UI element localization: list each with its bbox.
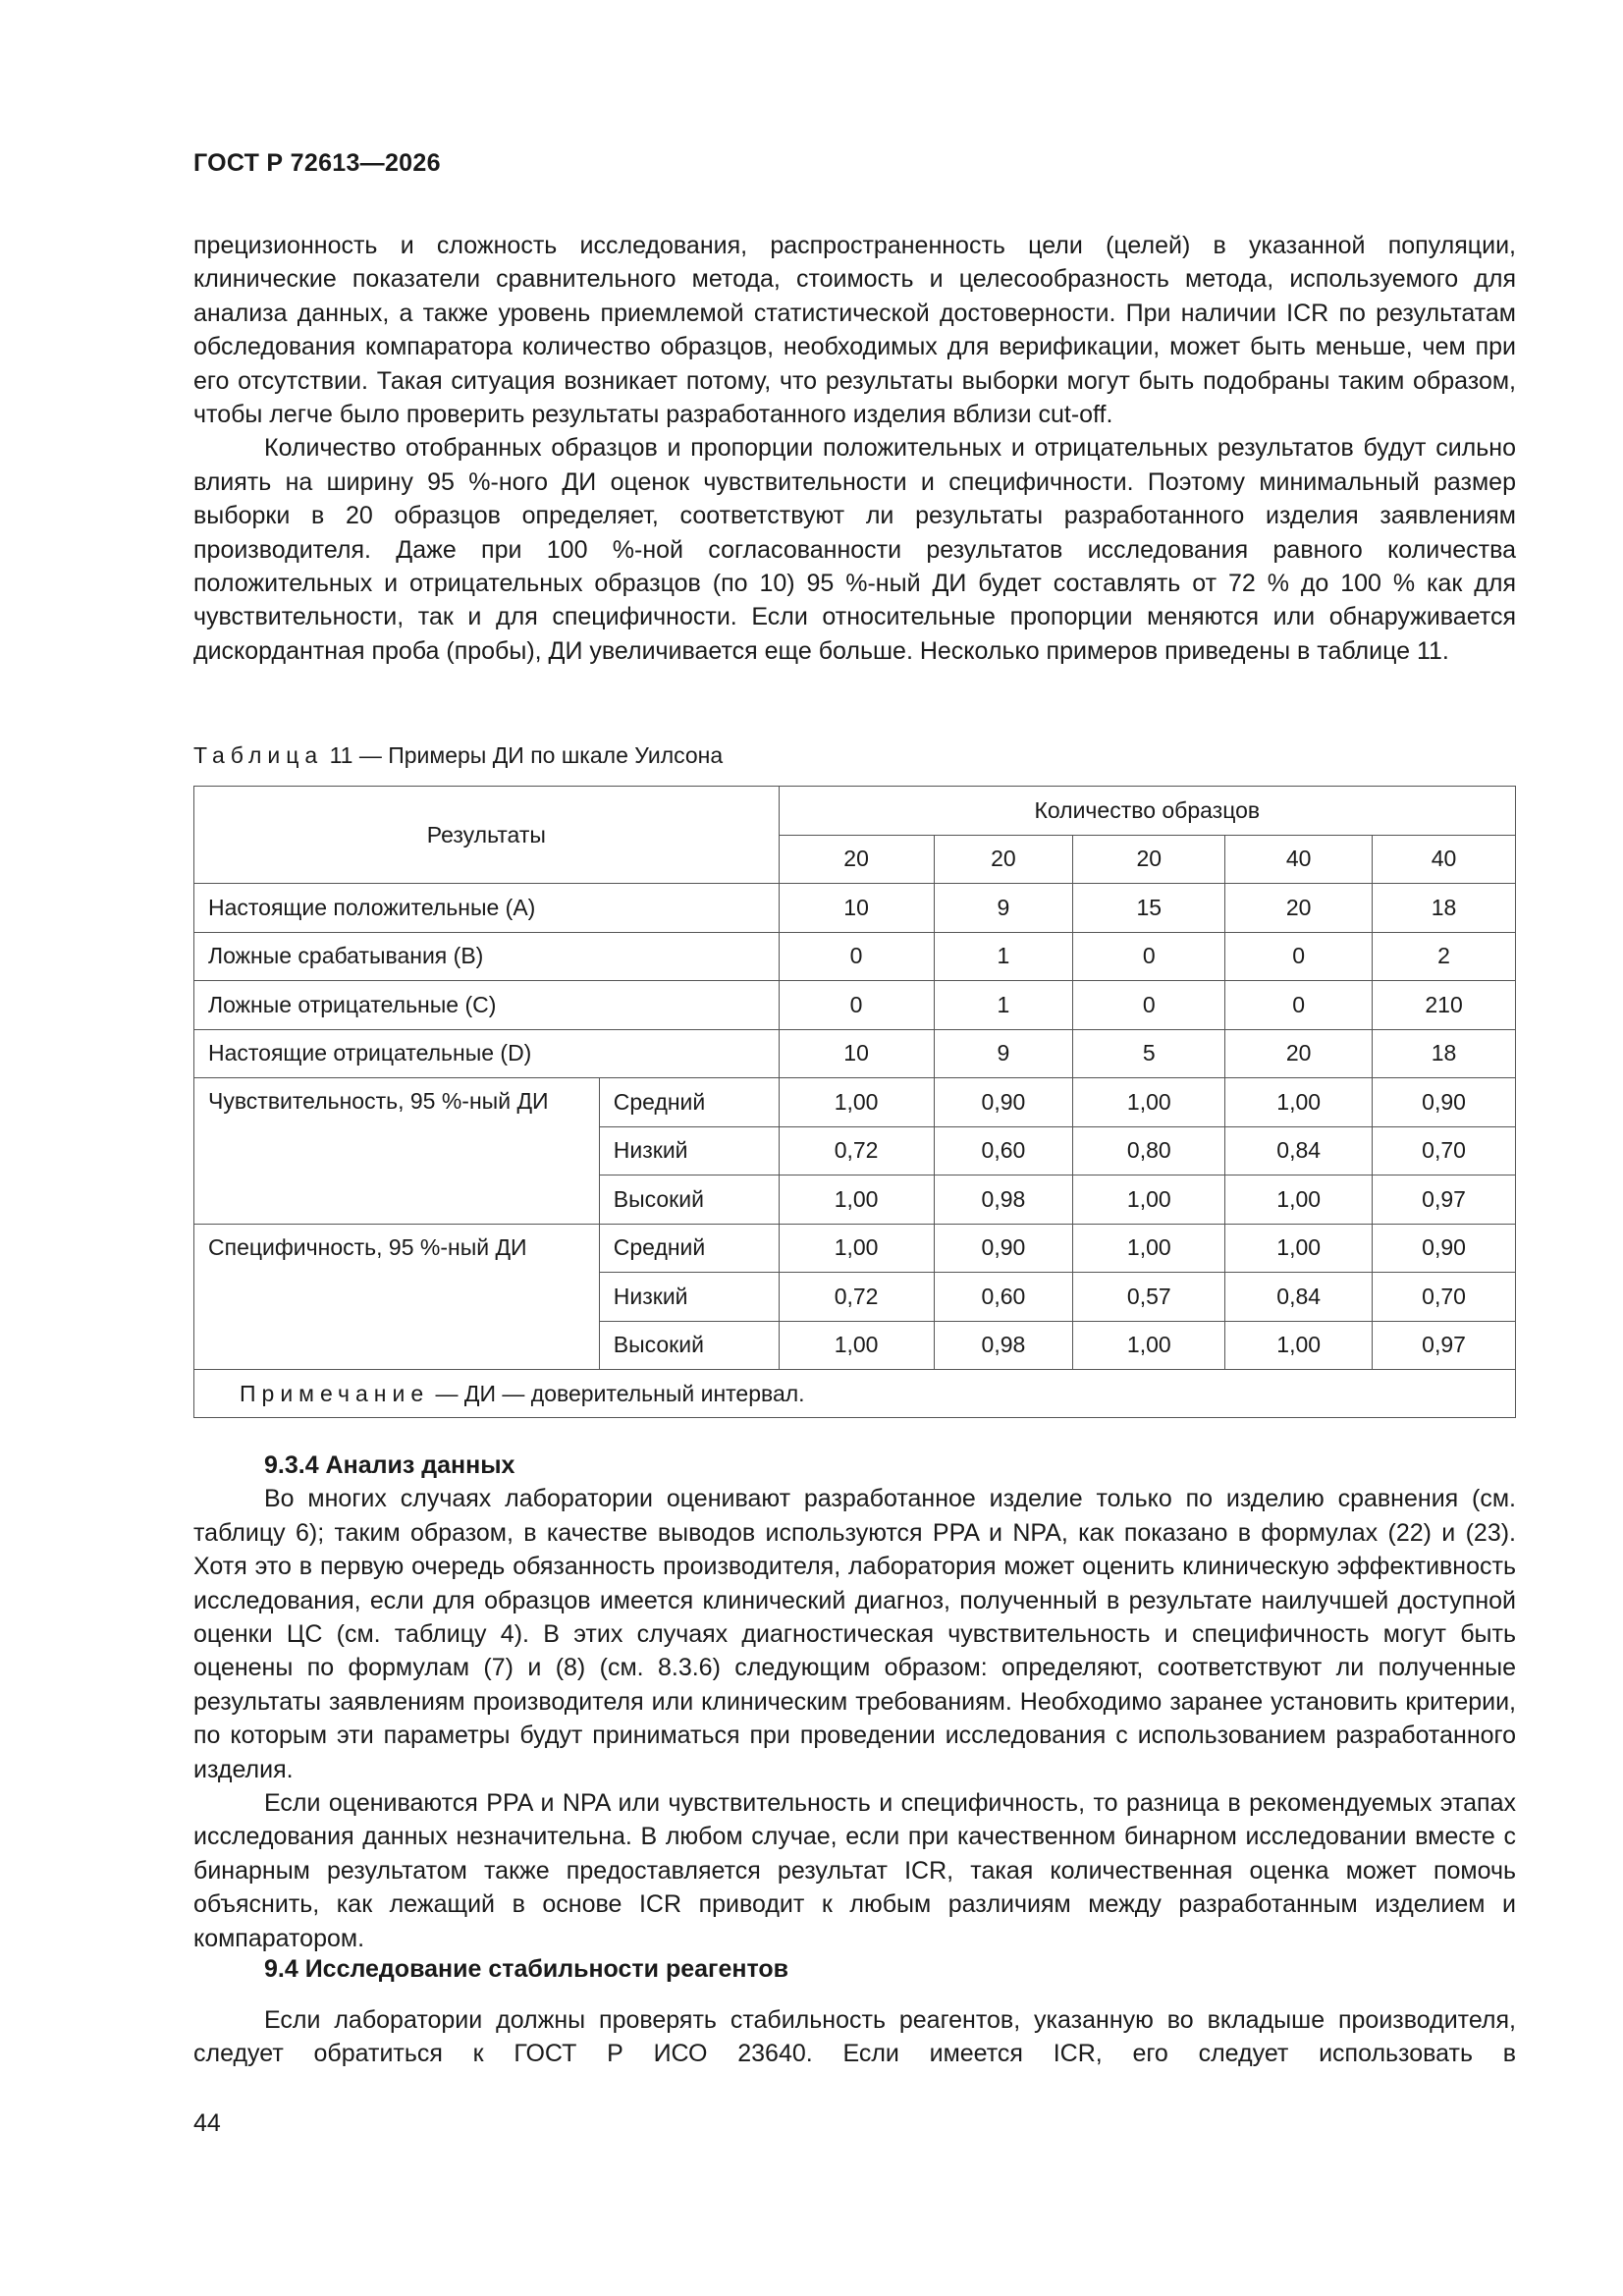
paragraph: Количество отобранных образцов и пропорции положительных и отрицательных результатов будут сильно влиять на ширину 95 %-ного ДИ оценок чувствительности и специфичности. Поэтому минимальный размер выборки в 20 образцов определяет, соответствуют ли результаты разработанного изделия заявлениям производителя. Даже при 100 %-ной согласованности результатов исследования равного количества положительных и отрицательных образцов (по 10) 95 %-ный ДИ будет составлять от 72 % до 100 % как для чувствительности, так и для специфичности. Если относительные пропорции меняются или обнаруживается дискордантная проба (пробы), ДИ увеличивается еще больше. Несколько примеров приведены в таблице 11. [193, 434, 1516, 665]
count-cell: 40 [1225, 835, 1373, 884]
table-row [194, 1029, 1516, 1078]
value-cell: 2 [1373, 932, 1516, 981]
value-cell: 0,60 [934, 1273, 1073, 1322]
page-number: 44 [193, 2109, 221, 2137]
section-9-3-4 [193, 1449, 1516, 1955]
table-head-count: Количество образцов [779, 787, 1515, 836]
value-cell: 1,00 [1073, 1224, 1225, 1273]
document-header: ГОСТ Р 72613—2026 [193, 149, 441, 177]
sub-label: Высокий [599, 1321, 779, 1370]
value-cell: 0,90 [934, 1078, 1073, 1127]
sub-label: Высокий [599, 1175, 779, 1225]
count-cell: 20 [1073, 835, 1225, 884]
table-row [194, 981, 1516, 1030]
value-cell: 0,98 [934, 1321, 1073, 1370]
row-label: Ложные отрицательные (C) [194, 981, 780, 1030]
value-cell: 0,72 [779, 1126, 934, 1175]
value-cell: 18 [1373, 884, 1516, 933]
value-cell: 0,97 [1373, 1321, 1516, 1370]
value-cell: 210 [1373, 981, 1516, 1030]
value-cell: 0 [1073, 932, 1225, 981]
value-cell: 0,98 [934, 1175, 1073, 1225]
table-row [194, 1224, 1516, 1273]
value-cell: 1,00 [779, 1321, 934, 1370]
value-cell: 0,90 [1373, 1224, 1516, 1273]
value-cell: 0,84 [1225, 1126, 1373, 1175]
count-cell: 40 [1373, 835, 1516, 884]
value-cell: 1 [934, 981, 1073, 1030]
value-cell: 9 [934, 1029, 1073, 1078]
sub-label: Низкий [599, 1126, 779, 1175]
table-caption-word: Таблица [193, 742, 324, 768]
table-caption-title: 11 — Примеры ДИ по шкале Уилсона [329, 742, 724, 768]
value-cell: 1,00 [779, 1078, 934, 1127]
table-row [194, 1078, 1516, 1127]
value-cell: 10 [779, 1029, 934, 1078]
value-cell: 10 [779, 884, 934, 933]
value-cell: 0,84 [1225, 1273, 1373, 1322]
value-cell: 20 [1225, 1029, 1373, 1078]
table-head-results: Результаты [194, 787, 780, 884]
section-heading: 9.4 Исследование стабильности реагентов [264, 1955, 788, 1983]
value-cell: 0,90 [1373, 1078, 1516, 1127]
group-label: Специфичность, 95 %-ный ДИ [194, 1224, 600, 1370]
row-label: Настоящие положительные (A) [194, 884, 780, 933]
value-cell: 1,00 [779, 1224, 934, 1273]
sub-label: Средний [599, 1078, 779, 1127]
table-caption [193, 742, 723, 769]
value-cell: 1,00 [779, 1175, 934, 1225]
value-cell: 0,97 [1373, 1175, 1516, 1225]
value-cell: 0 [1225, 981, 1373, 1030]
sub-label: Низкий [599, 1273, 779, 1322]
count-cell: 20 [934, 835, 1073, 884]
table-note-text: — ДИ — доверительный интервал. [435, 1380, 805, 1406]
value-cell: 1,00 [1225, 1321, 1373, 1370]
paragraph: Во многих случаях лаборатории оценивают разработанное изделие только по изделию сравнения (см. таблицу 6); таким образом, в качестве выводов используются PPA и NPA, как показано в формулах (22) и (23). Хотя это в первую очередь обязанность производителя, лаборатория может оценить клиническую эффективность исследования, если для образцов имеется клинический диагноз, полученный в результате наилучшей доступной оценки ЦС (см. таблицу 4). В этих случаях диагностическая чувствительность и специфичность могут быть оценены по формулам (7) и (8) (см. 8.3.6) следующим образом: определяют, соответствуют ли полученные результаты заявлениям производителя или клиническим требованиям. Необходимо заранее установить критерии, по которым эти параметры будут приниматься при проведении исследования с использованием разработанного изделия. [193, 1485, 1516, 1783]
table-row [194, 884, 1516, 933]
value-cell: 0,57 [1073, 1273, 1225, 1322]
table-note [194, 1370, 1516, 1418]
value-cell: 9 [934, 884, 1073, 933]
row-label: Настоящие отрицательные (D) [194, 1029, 780, 1078]
value-cell: 1,00 [1073, 1175, 1225, 1225]
sub-label: Средний [599, 1224, 779, 1273]
section-9-4-text [193, 2003, 1516, 2071]
value-cell: 5 [1073, 1029, 1225, 1078]
value-cell: 1 [934, 932, 1073, 981]
paragraph: Если лаборатории должны проверять стабильность реагентов, указанную во вкладыше производителя, следует обратиться к ГОСТ Р ИСО 23640. Если имеется ICR, его следует использовать в [193, 2006, 1516, 2068]
value-cell: 1,00 [1073, 1321, 1225, 1370]
value-cell: 0 [779, 981, 934, 1030]
value-cell: 0,90 [934, 1224, 1073, 1273]
value-cell: 1,00 [1073, 1078, 1225, 1127]
value-cell: 0,70 [1373, 1126, 1516, 1175]
value-cell: 0 [1073, 981, 1225, 1030]
value-cell: 1,00 [1225, 1224, 1373, 1273]
intro-text [193, 229, 1516, 668]
row-label: Ложные срабатывания (B) [194, 932, 780, 981]
table-row [194, 932, 1516, 981]
value-cell: 18 [1373, 1029, 1516, 1078]
count-cell: 20 [779, 835, 934, 884]
paragraph: Если оцениваются PPA и NPA или чувствительность и специфичность, то разница в рекомендуемых этапах исследования данных незначительна. В любом случае, если при качественном бинарном исследовании вместе с бинарным результатом также предоставляется результат ICR, такая количественная оценка может помочь объяснить, как лежащий в основе ICR приводит к любым различиям между разработанным изделием и компаратором. [193, 1789, 1516, 1952]
value-cell: 0 [1225, 932, 1373, 981]
group-label: Чувствительность, 95 %-ный ДИ [194, 1078, 600, 1225]
value-cell: 20 [1225, 884, 1373, 933]
value-cell: 0 [779, 932, 934, 981]
table-note-row [194, 1370, 1516, 1418]
value-cell: 1,00 [1225, 1078, 1373, 1127]
wilson-ci-table [193, 786, 1516, 1418]
paragraph: прецизионность и сложность исследования, распространенность цели (целей) в указанной популяции, клинические показатели сравнительного метода, стоимость и целесообразность метода, используемого для анализа данных, а также уровень приемлемой статистической достоверности. При наличии ICR по результатам обследования компаратора количество образцов, необходимых для верификации, может быть меньше, чем при его отсутствии. Такая ситуация возникает потому, что результаты выборки могут быть подобраны таким образом, чтобы легче было проверить результаты разработанного изделия вблизи cut-off. [193, 232, 1516, 429]
value-cell: 0,80 [1073, 1126, 1225, 1175]
section-9-4-heading-block [193, 1952, 1516, 1986]
value-cell: 15 [1073, 884, 1225, 933]
section-heading: 9.3.4 Анализ данных [264, 1451, 515, 1479]
value-cell: 0,72 [779, 1273, 934, 1322]
value-cell: 0,60 [934, 1126, 1073, 1175]
value-cell: 1,00 [1225, 1175, 1373, 1225]
table-note-word: Примечание [240, 1380, 430, 1406]
value-cell: 0,70 [1373, 1273, 1516, 1322]
